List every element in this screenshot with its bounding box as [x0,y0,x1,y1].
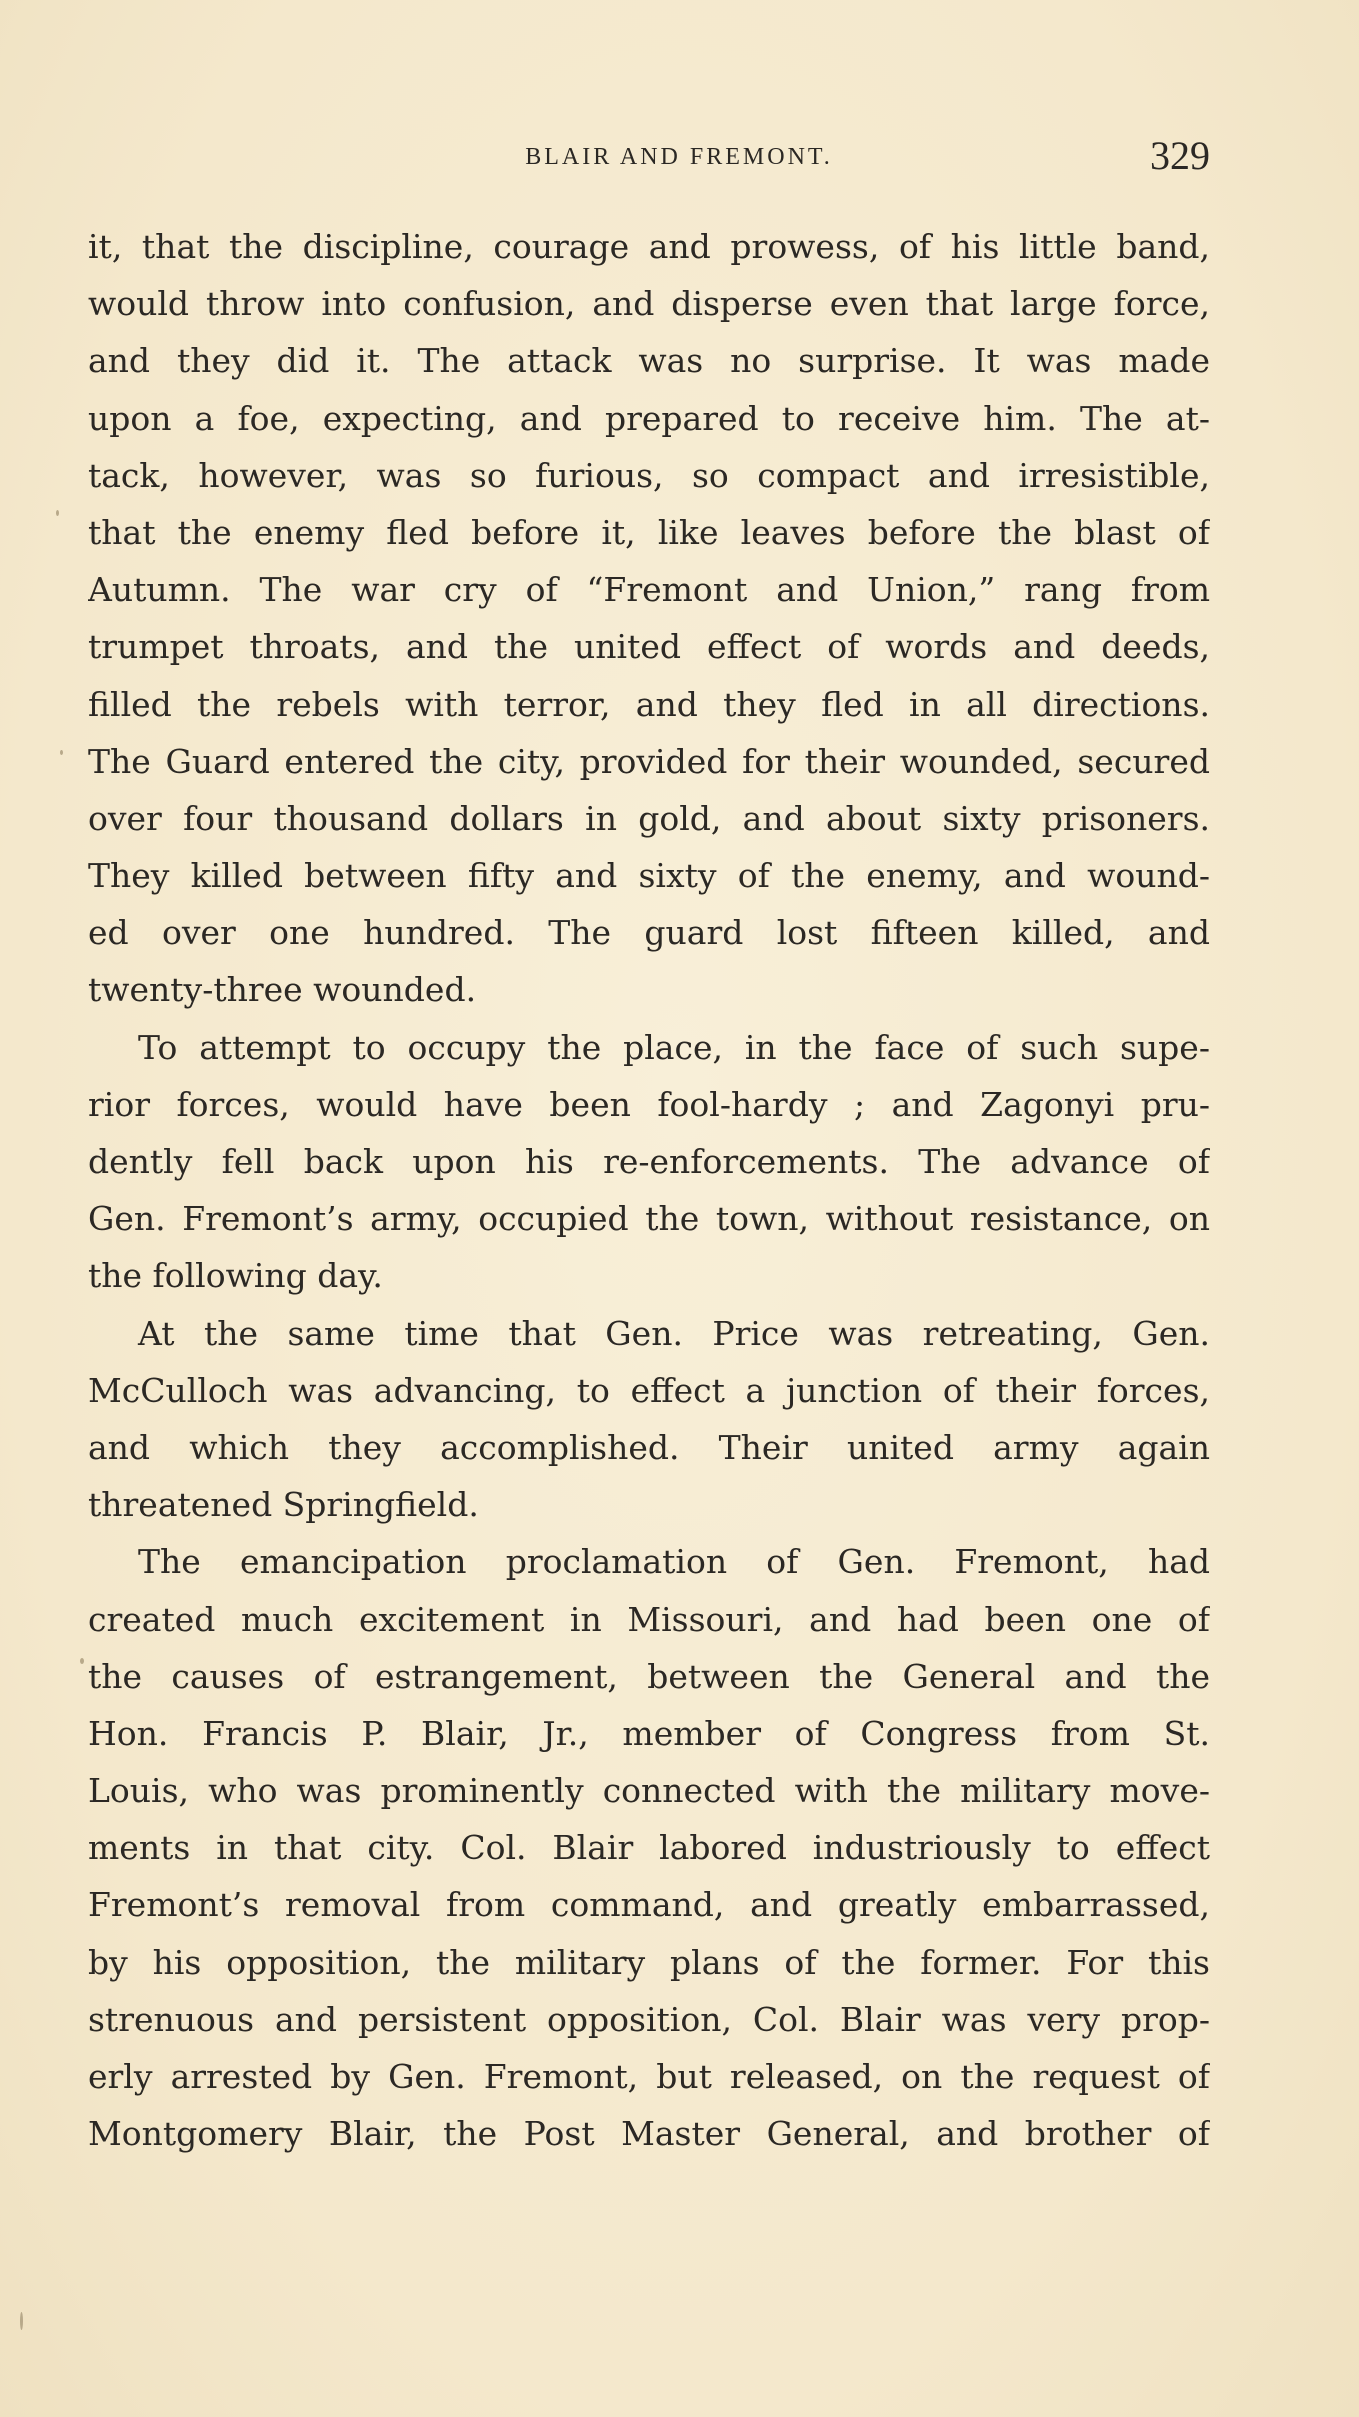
text-line: and they did it. The attack was no surprise. It was made [88,341,1210,381]
text-line: Louis, who was prominently connected with the military move- [88,1771,1210,1811]
paper-speck [20,2312,23,2330]
text-line: tack, however, was so furious, so compact and irresistible, [88,455,1210,495]
text-line: The emancipation proclamation of Gen. Fremont, had [138,1542,1210,1582]
text-line: ed over one hundred. The guard lost fifteen killed, and [88,913,1210,953]
paper-speck [56,510,59,516]
text-line: strenuous and persistent opposition, Col. Blair was very prop- [88,1999,1210,2039]
body-text [88,218,1210,2162]
text-line: trumpet throats, and the united effect of words and deeds, [88,627,1210,667]
text-line: filled the rebels with terror, and they fled in all directions. [88,684,1210,724]
page-header [88,133,1210,190]
text-line: it, that the discipline, courage and prowess, of his little band, [88,227,1210,266]
running-head: BLAIR AND FREMONT. [525,144,833,170]
text-line: At the same time that Gen. Price was retreating, Gen. [138,1313,1210,1353]
text-line: McCulloch was advancing, to effect a junction of their forces, [88,1370,1210,1410]
text-line: ments in that city. Col. Blair labored industriously to effect [88,1828,1210,1868]
text-line: by his opposition, the military plans of the former. For this [88,1942,1210,1982]
text-line: would throw into confusion, and disperse even that large force, [88,284,1210,324]
text-line: rior forces, would have been fool-hardy ; and Zagonyi pru- [88,1084,1210,1124]
paper-speck [60,750,63,755]
text-line: threatened Springfield. [88,1485,479,1525]
text-line: Autumn. The war cry of “Fremont and Union,” rang from [88,570,1210,610]
text-line: dently fell back upon his re-enforcements. The advance of [88,1142,1210,1181]
text-line: upon a foe, expecting, and prepared to receive him. The at- [88,398,1210,438]
page-number: 329 [1150,133,1210,178]
text-line: twenty-three wounded. [88,970,477,1010]
text-line: To attempt to occupy the place, in the face of such supe- [138,1027,1210,1067]
text-line: the following day. [88,1256,383,1296]
text-line: The Guard entered the city, provided for their wounded, secured [88,741,1210,781]
paper-speck [80,1658,84,1664]
text-line: over four thousand dollars in gold, and about sixty prisoners. [88,798,1210,838]
text-line: Hon. Francis P. Blair, Jr., member of Congress from St. [88,1713,1210,1753]
text-line: the causes of estrangement, between the General and the [88,1656,1210,1696]
text-line: created much excitement in Missouri, and had been one of [88,1599,1210,1639]
text-line: erly arrested by Gen. Fremont, but released, on the request of [88,2057,1210,2096]
text-line: Montgomery Blair, the Post Master General, and brother of [88,2114,1210,2154]
text-line: and which they accomplished. Their united army again [88,1427,1210,1467]
text-line: Fremont’s removal from command, and greatly embarrassed, [88,1885,1210,1925]
text-line: Gen. Fremont’s army, occupied the town, without resistance, on [88,1199,1210,1239]
text-line: that the enemy fled before it, like leaves before the blast of [88,512,1210,552]
text-line: They killed between fifty and sixty of the enemy, and wound- [88,856,1210,896]
